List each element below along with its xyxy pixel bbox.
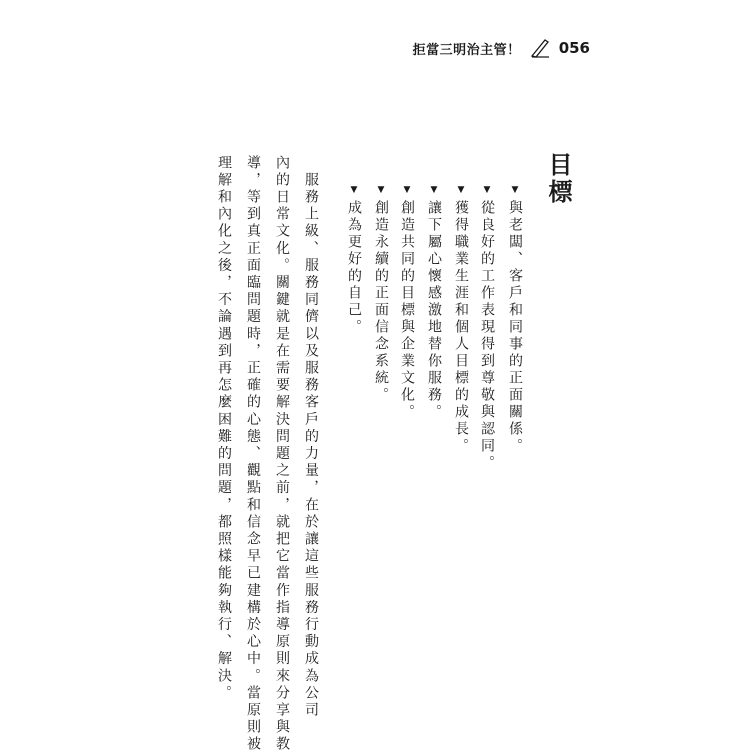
bullet-text: 成為更好的自己。 [346,200,362,336]
bullet-item [480,185,494,472]
running-header [390,36,590,60]
triangle-bullet-icon: ▼ [402,185,412,198]
bullet-text: 創造共同的目標與企業文化。 [399,200,415,421]
bullet-text: 創造永續的正面信念系統。 [373,200,389,404]
bullet-item [508,185,522,455]
body-paragraph-line: 服務上級、服務同儕以及服務客戶的力量，在於讓這些服務行動成為公司 [303,155,319,720]
body-paragraph-line: 理解和內化之後，不論遇到再怎麼困難的問題，都照樣能夠執行、解決。 [216,155,232,703]
bullet-text: 讓下屬心懷感激地替你服務。 [426,200,442,421]
triangle-bullet-icon: ▼ [510,185,520,198]
bullet-item [347,185,361,336]
bullet-text: 與老闆、客戶和同事的正面關係。 [507,200,523,455]
slash-icon [529,37,551,59]
body-paragraph-line: 導，等到真正面臨問題時，正確的心態、觀點和信念早已建構於心中。當原則被 [245,155,261,754]
triangle-bullet-icon: ▼ [429,185,439,198]
page-number: 056 [558,39,590,57]
triangle-bullet-icon: ▼ [376,185,386,198]
bullet-item [374,185,388,404]
bullet-text: 從良好的工作表現得到尊敬與認同。 [479,200,495,472]
bullet-item [400,185,414,421]
triangle-bullet-icon: ▼ [349,185,359,198]
triangle-bullet-icon: ▼ [482,185,492,198]
bullet-item [454,185,468,455]
bullet-text: 獲得職業生涯和個人目標的成長。 [453,200,469,455]
triangle-bullet-icon: ▼ [456,185,466,198]
body-paragraph-line: 內的日常文化。關鍵就是在需要解決問題之前，就把它當作指導原則來分享與教 [274,155,290,754]
section-title: 目標 [544,152,572,206]
bullet-item [427,185,441,421]
book-title: 拒當三明治主管！ [412,42,521,58]
